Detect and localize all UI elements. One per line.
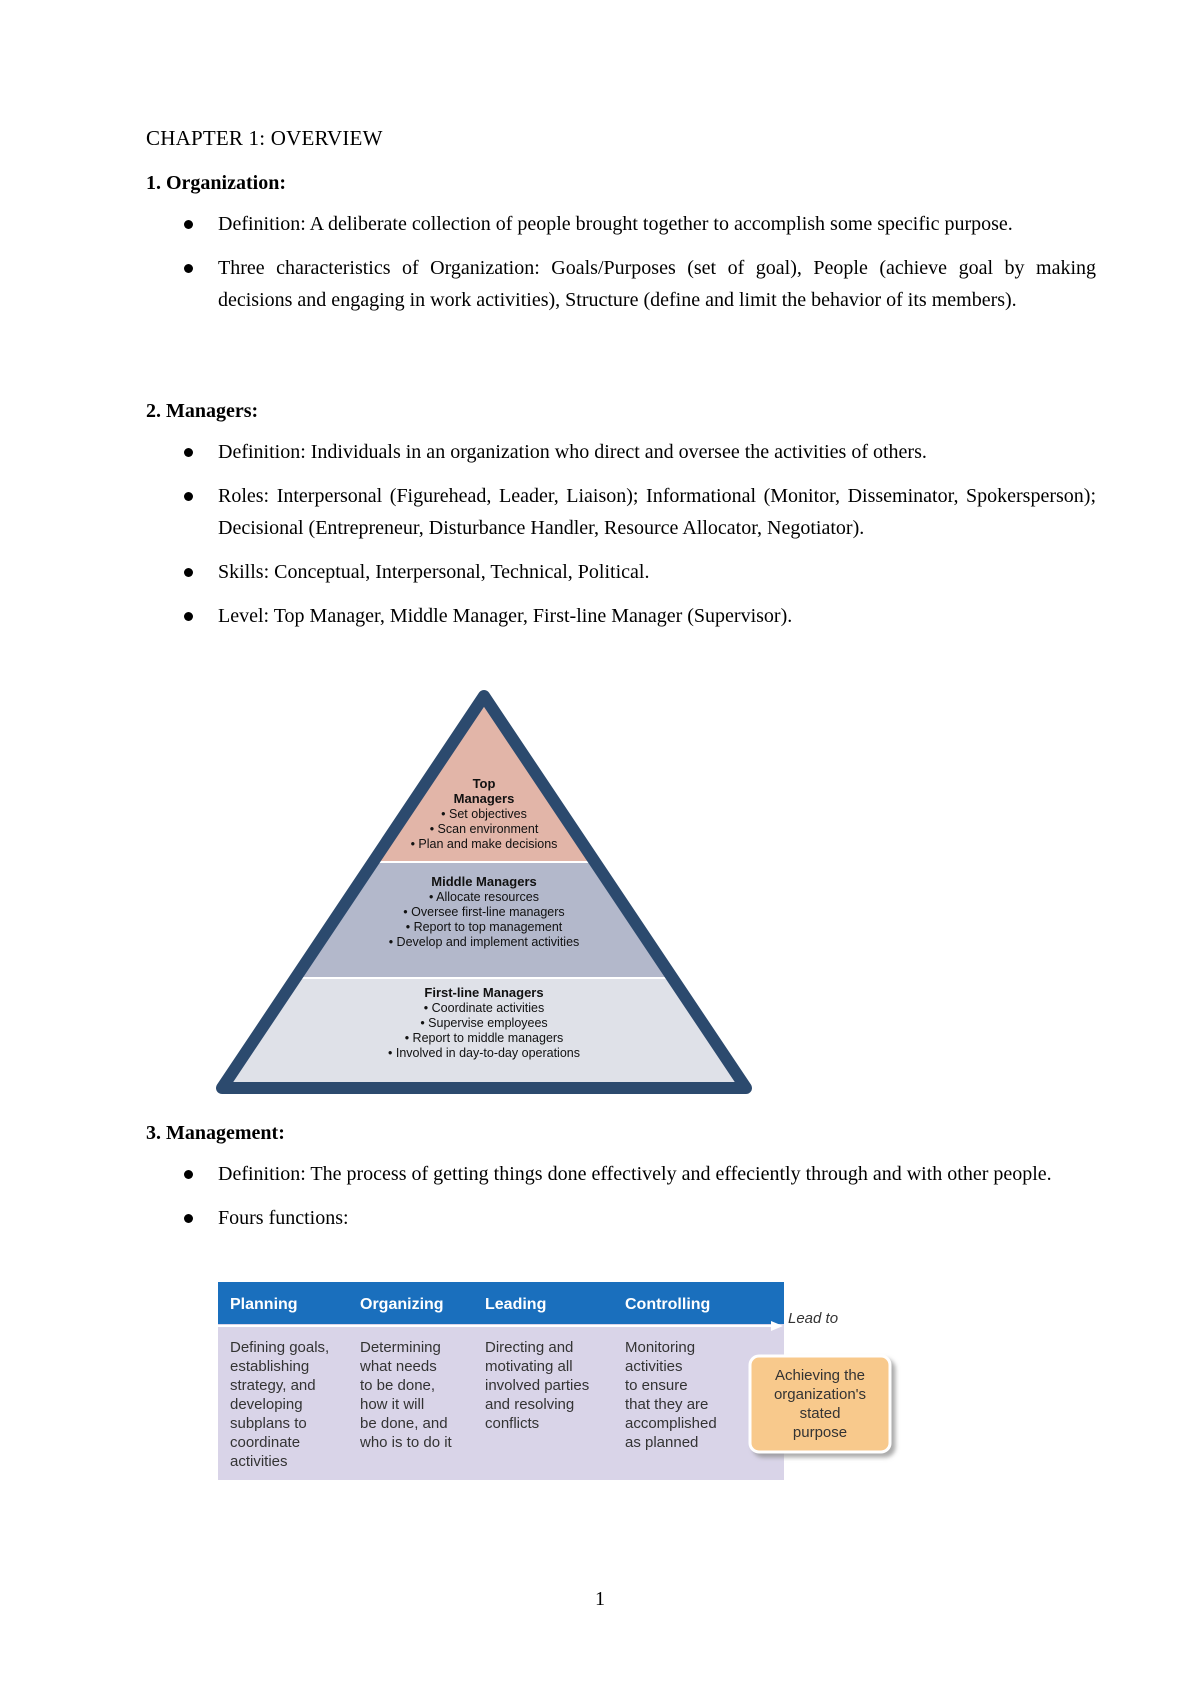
function-description-line: and resolving bbox=[485, 1396, 575, 1413]
function-description-line: to be done, bbox=[360, 1377, 436, 1394]
function-description-line: involved parties bbox=[485, 1377, 590, 1394]
function-description-line: as planned bbox=[625, 1434, 699, 1451]
function-description-line: that they are bbox=[625, 1396, 709, 1413]
function-description-line: conflicts bbox=[485, 1415, 540, 1432]
page-number: 1 bbox=[595, 1588, 605, 1610]
pyramid-item: • Report to middle managers bbox=[404, 1031, 564, 1045]
list-item: Three characteristics of Organization: Goals/Purposes (set of goal), People (achieve goal by making decisions and engaging in work activities), Structure (define and limit the behavior of its members). bbox=[146, 252, 1096, 316]
list-item: Definition: A deliberate collection of people brought together to accomplish some specific purpose. bbox=[146, 208, 1096, 240]
function-header-controlling: Controlling bbox=[625, 1296, 711, 1313]
pyramid-item: • Involved in day-to-day operations bbox=[388, 1046, 580, 1060]
function-description-line: coordinate bbox=[230, 1434, 301, 1451]
management-bullet-list bbox=[146, 1158, 1096, 1246]
bullet-icon bbox=[184, 612, 193, 621]
list-item: Definition: Individuals in an organization who direct and oversee the activities of others. bbox=[146, 436, 1096, 468]
list-item: Skills: Conceptual, Interpersonal, Technical, Political. bbox=[146, 556, 1096, 588]
pyramid-item: • Supervise employees bbox=[420, 1016, 548, 1030]
bullet-icon bbox=[184, 1214, 193, 1223]
pyramid-item: • Set objectives bbox=[441, 807, 527, 821]
pyramid-item: • Report to top management bbox=[405, 920, 563, 934]
function-description-line: motivating all bbox=[485, 1358, 573, 1375]
function-description-line: how it will bbox=[360, 1396, 425, 1413]
function-description-line: establishing bbox=[230, 1358, 310, 1375]
bullet-icon bbox=[184, 568, 193, 577]
function-description-line: who is to do it bbox=[360, 1434, 452, 1451]
pyramid-item: • Coordinate activities bbox=[423, 1001, 545, 1015]
first-line-managers-title: First-line Managers bbox=[424, 985, 544, 1000]
bullet-icon bbox=[184, 492, 193, 501]
function-header-leading: Leading bbox=[485, 1296, 547, 1313]
function-description-line: subplans to bbox=[230, 1415, 307, 1432]
chapter-title: CHAPTER 1: OVERVIEW bbox=[146, 126, 383, 150]
result-line: purpose bbox=[792, 1424, 848, 1441]
function-description-line: Defining goals, bbox=[230, 1339, 330, 1356]
list-item: Fours functions: bbox=[146, 1202, 1096, 1234]
function-description-line: activities bbox=[230, 1453, 288, 1470]
list-item: Roles: Interpersonal (Figurehead, Leader, Liaison); Informational (Monitor, Disseminator, Spokersperson); Decisional (Entrepreneur, Disturbance Handler, Resource Allocator, Negotiator). bbox=[146, 480, 1096, 544]
section-heading-managers: 2. Managers: bbox=[146, 400, 259, 422]
top-managers-title: Top bbox=[472, 776, 496, 791]
bullet-icon bbox=[184, 1170, 193, 1179]
list-item: Definition: The process of getting things done effectively and effeciently through and with other people. bbox=[146, 1158, 1096, 1190]
function-header-organizing: Organizing bbox=[360, 1296, 444, 1313]
management-levels-pyramid bbox=[214, 682, 754, 1102]
bullet-icon bbox=[184, 220, 193, 229]
function-description-line: activities bbox=[625, 1358, 683, 1375]
management-functions-diagram bbox=[218, 1282, 918, 1482]
section-heading-management: 3. Management: bbox=[146, 1122, 285, 1144]
section-heading-organization: 1. Organization: bbox=[146, 172, 286, 194]
function-description-line: accomplished bbox=[625, 1415, 717, 1432]
organization-bullet-list bbox=[146, 208, 1096, 328]
result-line: stated bbox=[799, 1405, 841, 1422]
function-header-planning: Planning bbox=[230, 1296, 298, 1313]
list-item: Level: Top Manager, Middle Manager, First-line Manager (Supervisor). bbox=[146, 600, 1096, 632]
pyramid-item: • Plan and make decisions bbox=[410, 837, 558, 851]
pyramid-item: • Scan environment bbox=[429, 822, 539, 836]
bullet-icon bbox=[184, 264, 193, 273]
top-managers-title: Managers bbox=[453, 791, 515, 806]
function-description-line: Directing and bbox=[485, 1339, 574, 1356]
middle-managers-title: Middle Managers bbox=[431, 874, 537, 889]
function-description-line: strategy, and bbox=[230, 1377, 316, 1394]
function-description-line: developing bbox=[230, 1396, 303, 1413]
pyramid-item: • Develop and implement activities bbox=[388, 935, 580, 949]
function-description-line: be done, and bbox=[360, 1415, 448, 1432]
result-line: organization's bbox=[773, 1386, 867, 1403]
function-description-line: to ensure bbox=[625, 1377, 688, 1394]
pyramid-item: • Allocate resources bbox=[429, 890, 539, 904]
bullet-icon bbox=[184, 448, 193, 457]
function-description-line: what needs bbox=[360, 1358, 437, 1375]
function-description-line: Determining bbox=[360, 1339, 441, 1356]
managers-bullet-list bbox=[146, 436, 1096, 644]
pyramid-item: • Oversee first-line managers bbox=[403, 905, 565, 919]
result-line: Achieving the bbox=[774, 1367, 866, 1384]
lead-to-label: Lead to bbox=[788, 1310, 839, 1327]
function-description-line: Monitoring bbox=[625, 1339, 696, 1356]
